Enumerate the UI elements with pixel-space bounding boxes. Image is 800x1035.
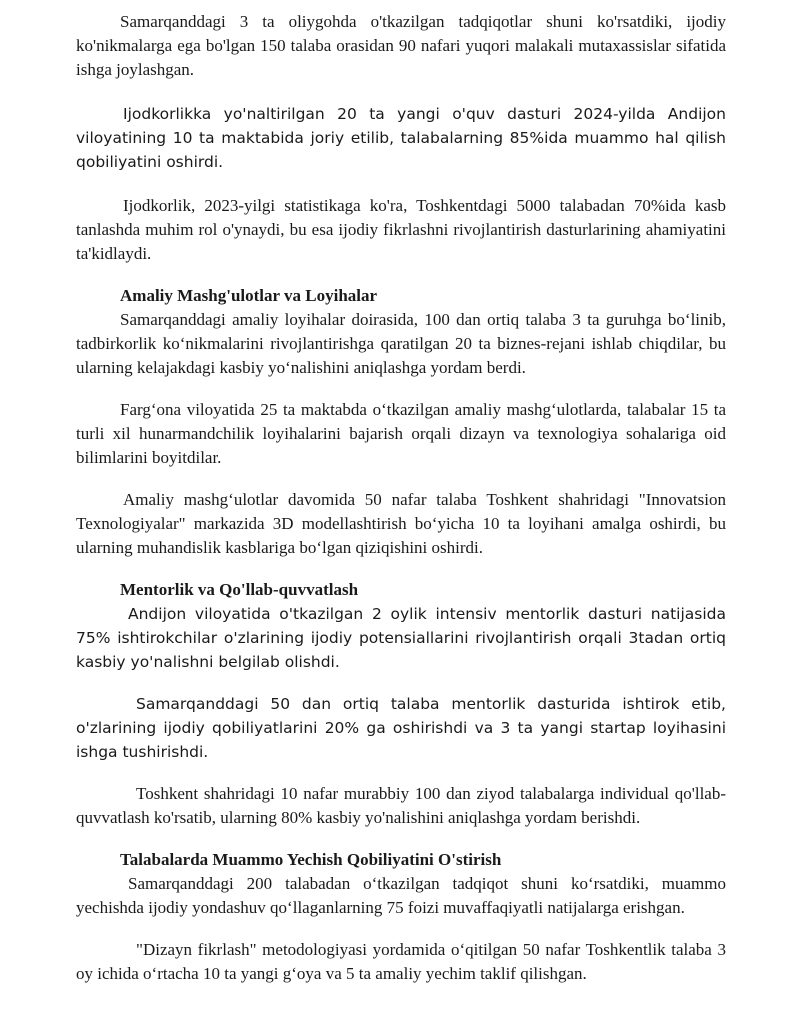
- paragraph: Samarqanddagi amaliy loyihalar doirasida, 100 dan ortiq talaba 3 ta guruhga bo‘linib, tadbirkorlik ko‘nikmalarini rivojlantirishga qaratilgan 20 ta biznes-rejani ishlab chiqdilar, bu ularning kelajakdagi kasbiy yo‘nalishini aniqlashga yordam berdi.: [76, 310, 726, 377]
- paragraph: Toshkent shahridagi 10 nafar murabbiy 100 dan ziyod talabalarga individual qo'llab-quvvatlash ko'rsatib, ularning 80% kasbiy yo'nalishini aniqlashga yordam berishdi.: [76, 784, 726, 827]
- section-heading: Mentorlik va Qo'llab-quvvatlash: [120, 580, 359, 599]
- mentoring-section: [76, 578, 726, 830]
- paragraph: Samarqanddagi 50 dan ortiq talaba mentorlik dasturida ishtirok etib, o'zlarining ijodiy qobiliyatlarini 20% ga oshirishdi va 3 ta yangi startap loyihasini ishga tushirishdi.: [76, 695, 726, 761]
- practice-section: [76, 284, 726, 560]
- document-page: [76, 10, 726, 986]
- section-heading: Talabalarda Muammo Yechish Qobiliyatini O'stirish: [120, 850, 502, 869]
- intro-section: [76, 10, 726, 266]
- paragraph: Samarqanddagi 3 ta oliygohda o'tkazilgan tadqiqotlar shuni ko'rsatdiki, ijodiy ko'nikmalarga ega bo'lgan 150 talaba orasidan 90 nafari yuqori malakali mutaxassislar sifatida ishga joylashgan.: [76, 12, 726, 79]
- paragraph: "Dizayn fikrlash" metodologiyasi yordamida o‘qitilgan 50 nafar Toshkentlik talaba 3 oy ichida o‘rtacha 10 ta yangi g‘oya va 5 ta amaliy yechim taklif qilishgan.: [76, 940, 726, 983]
- paragraph: Samarqanddagi 200 talabadan o‘tkazilgan tadqiqot shuni ko‘rsatdiki, muammo yechishda ijodiy yondashuv qo‘llaganlarning 75 foizi muvaffaqiyatli natijalarga erishgan.: [76, 874, 726, 917]
- paragraph: Amaliy mashg‘ulotlar davomida 50 nafar talaba Toshkent shahridagi "Innovatsion Texnologiyalar" markazida 3D modellashtirish bo‘yicha 10 ta loyihani amalga oshirdi, bu ularning muhandislik kasblariga bo‘lgan qiziqishini oshirdi.: [76, 490, 726, 557]
- paragraph: Andijon viloyatida o'tkazilgan 2 oylik intensiv mentorlik dasturi natijasida 75% ishtirokchilar o'zlarining ijodiy potensiallarini rivojlantirish orqali 3tadan ortiq kasbiy yo'nalishni belgilab olishdi.: [76, 605, 726, 671]
- section-heading: Amaliy Mashg'ulotlar va Loyihalar: [120, 286, 378, 305]
- paragraph: Ijodkorlik, 2023-yilgi statistikaga ko'ra, Toshkentdagi 5000 talabadan 70%ida kasb tanlashda muhim rol o'ynaydi, bu esa ijodiy fikrlashni rivojlantirish dasturlarining ahamiyatini ta'kidlaydi.: [76, 196, 726, 263]
- paragraph: Ijodkorlikka yo'naltirilgan 20 ta yangi o'quv dasturi 2024-yilda Andijon viloyatining 10 ta maktabida joriy etilib, talabalarning 85%ida muammo hal qilish qobiliyatini oshirdi.: [76, 105, 726, 171]
- problem-solving-section: [76, 848, 726, 986]
- paragraph: Farg‘ona viloyatida 25 ta maktabda o‘tkazilgan amaliy mashg‘ulotlarda, talabalar 15 ta turli xil hunarmandchilik loyihalarini bajarish orqali dizayn va texnologiya sohalariga oid bilimlarini boyitdilar.: [76, 400, 726, 467]
